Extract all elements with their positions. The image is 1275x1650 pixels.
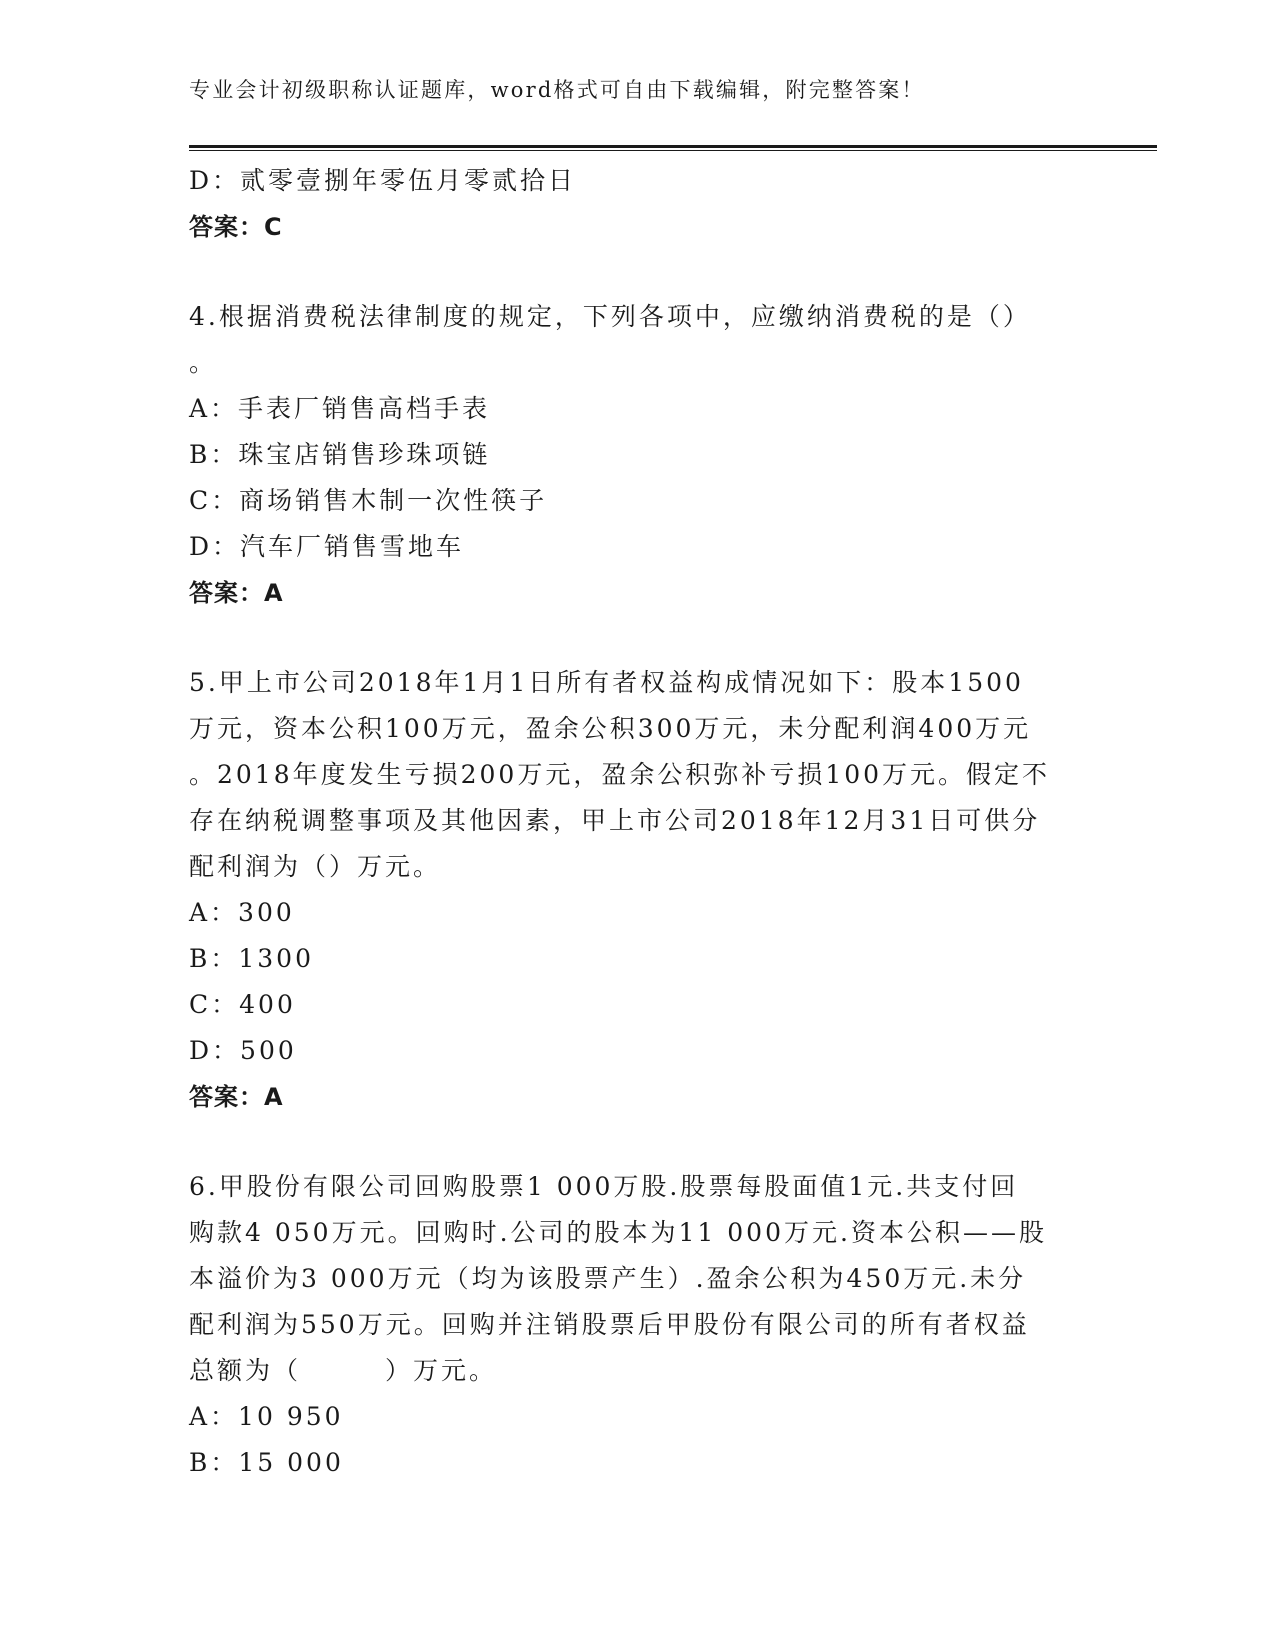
question-stem-line: 配利润为550万元。回购并注销股票后甲股份有限公司的所有者权益 bbox=[189, 1310, 1030, 1339]
header-rule-thin bbox=[189, 150, 1157, 151]
option-d: D：汽车厂销售雪地车 bbox=[189, 532, 465, 561]
option-b: B：1300 bbox=[189, 944, 314, 973]
option-a: A：10 950 bbox=[189, 1402, 344, 1431]
option-c: C：400 bbox=[189, 990, 296, 1019]
option-c: C：商场销售木制一次性筷子 bbox=[189, 486, 548, 515]
option-d: D：贰零壹捌年零伍月零贰拾日 bbox=[189, 166, 577, 195]
question-stem-line: 6.甲股份有限公司回购股票1 000万股.股票每股面值1元.共支付回 bbox=[189, 1172, 1019, 1201]
question-stem-line: 总额为（ ）万元。 bbox=[189, 1356, 498, 1385]
option-a: A：手表厂销售高档手表 bbox=[189, 394, 491, 423]
question-stem-line: 。2018年度发生亏损200万元，盈余公积弥补亏损100万元。假定不 bbox=[189, 760, 1051, 789]
question-stem-line: 万元，资本公积100万元，盈余公积300万元，未分配利润400万元 bbox=[189, 714, 1032, 743]
header-rule-thick bbox=[189, 145, 1157, 148]
option-d: D：500 bbox=[189, 1036, 297, 1065]
question-list bbox=[189, 158, 1069, 1486]
question-stem-line: 本溢价为3 000万元（均为该股票产生）.盈余公积为450万元.未分 bbox=[189, 1264, 1027, 1293]
answer: 答案：A bbox=[189, 1083, 284, 1111]
question-6 bbox=[189, 1164, 1069, 1486]
option-a: A：300 bbox=[189, 898, 295, 927]
question-4 bbox=[189, 294, 1069, 616]
question-5 bbox=[189, 660, 1069, 1120]
question-stem-line: 购款4 050万元。回购时.公司的股本为11 000万元.资本公积——股 bbox=[189, 1218, 1047, 1247]
question-stem-line: 。 bbox=[189, 348, 218, 377]
answer: 答案：A bbox=[189, 579, 284, 607]
page-header: 专业会计初级职称认证题库，word格式可自由下载编辑，附完整答案！ bbox=[189, 78, 925, 102]
question-stem-line: 配利润为（）万元。 bbox=[189, 852, 442, 881]
question-stem-line: 5.甲上市公司2018年1月1日所有者权益构成情况如下：股本1500 bbox=[189, 668, 1024, 697]
question-stem-line: 存在纳税调整事项及其他因素，甲上市公司2018年12月31日可供分 bbox=[189, 806, 1041, 835]
answer: 答案：C bbox=[189, 213, 283, 241]
option-b: B：珠宝店销售珍珠项链 bbox=[189, 440, 491, 469]
question-stem-line: 4.根据消费税法律制度的规定，下列各项中，应缴纳消费税的是（） bbox=[189, 302, 1031, 331]
option-b: B：15 000 bbox=[189, 1448, 344, 1477]
